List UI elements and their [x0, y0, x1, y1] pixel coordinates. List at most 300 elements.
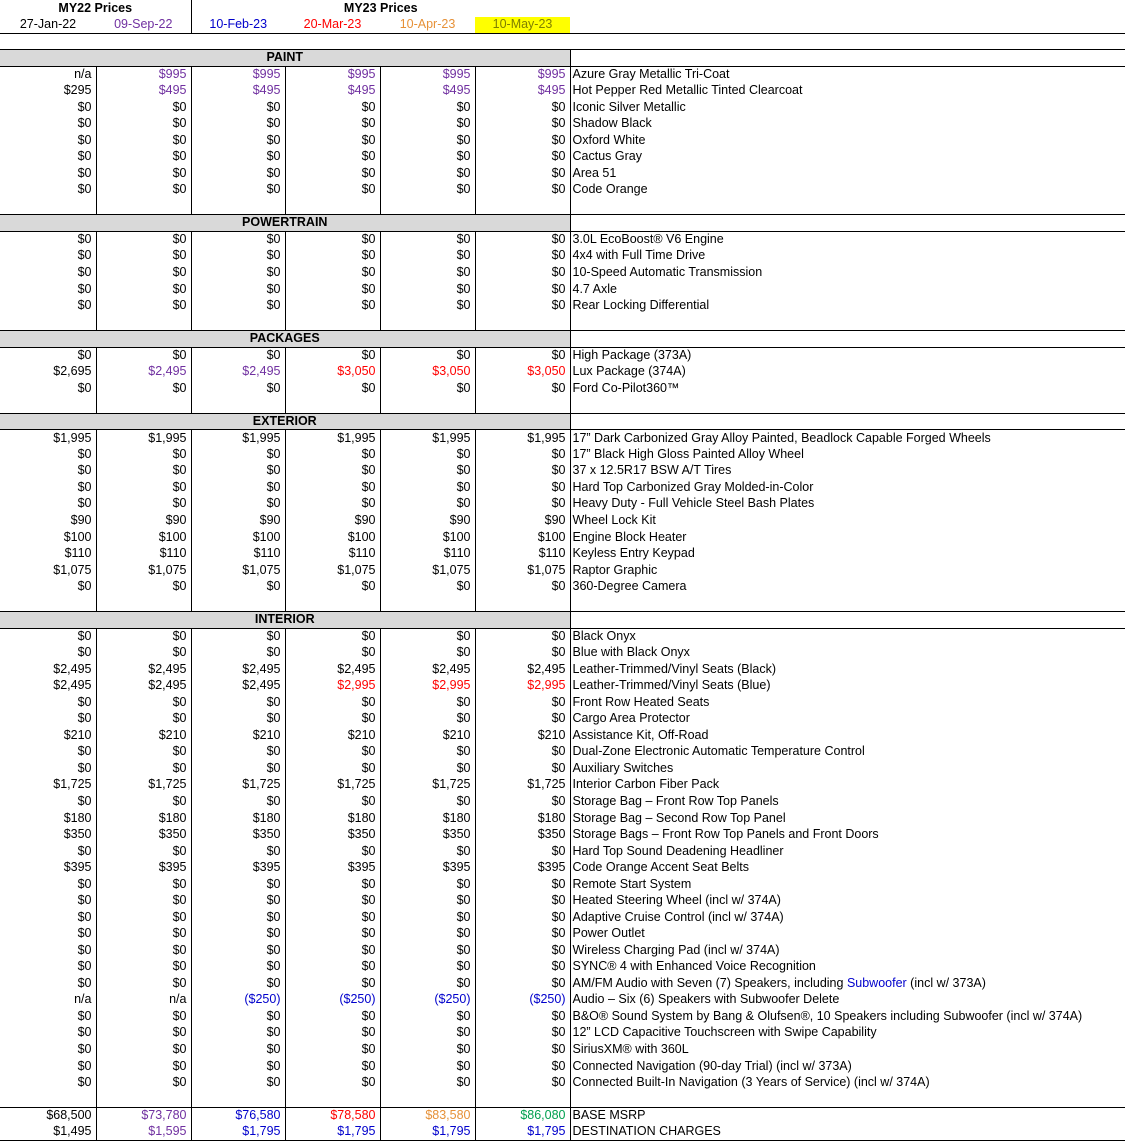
price-cell: $0 — [0, 281, 96, 298]
interior-option-row — [0, 1041, 1125, 1058]
price-cell: $0 — [380, 876, 475, 893]
powertrain-option-row — [0, 231, 1125, 248]
option-description: Code Orange — [572, 182, 648, 197]
price-cell: $995 — [475, 66, 570, 83]
price-cell: $0 — [285, 628, 380, 645]
price-cell: $0 — [96, 1058, 191, 1075]
price-cell: $0 — [96, 248, 191, 265]
price-cell: $0 — [285, 645, 380, 662]
price-cell: $0 — [380, 281, 475, 298]
packages-section-header — [0, 331, 1125, 348]
price-cell: $0 — [96, 446, 191, 463]
interior-option-row — [0, 777, 1125, 794]
price-cell: $0 — [380, 628, 475, 645]
price-cell: $0 — [191, 909, 285, 926]
exterior-option-row — [0, 463, 1125, 480]
section-spacer-row — [0, 397, 1125, 414]
price-cell: $83,580 — [380, 1108, 475, 1125]
price-cell: $0 — [0, 132, 96, 149]
section-spacer-row — [0, 1091, 1125, 1108]
price-cell: $2,495 — [96, 678, 191, 695]
option-description: Engine Block Heater — [572, 529, 687, 544]
price-cell: $0 — [191, 165, 285, 182]
price-cell: $0 — [191, 628, 285, 645]
price-cell: $0 — [475, 893, 570, 910]
price-cell: $0 — [475, 380, 570, 397]
price-cell: $0 — [475, 876, 570, 893]
price-cell: $0 — [96, 231, 191, 248]
option-description: BASE MSRP — [570, 1108, 1125, 1125]
price-cell: $0 — [380, 744, 475, 761]
price-cell: $0 — [191, 231, 285, 248]
option-description: Wireless Charging Pad (incl w/ 374A) — [572, 942, 780, 957]
price-cell: $0 — [191, 843, 285, 860]
interior-option-row — [0, 893, 1125, 910]
interior-option-row — [0, 1075, 1125, 1092]
price-cell: $0 — [191, 876, 285, 893]
subwoofer-highlight: Subwoofer — [846, 975, 907, 990]
price-cell: $0 — [380, 182, 475, 199]
price-cell: $3,050 — [285, 364, 380, 381]
price-cell: $0 — [0, 479, 96, 496]
price-cell: $0 — [96, 1008, 191, 1025]
price-cell: $0 — [0, 843, 96, 860]
price-cell: $0 — [380, 248, 475, 265]
price-cell: $0 — [285, 182, 380, 199]
price-cell: $0 — [380, 843, 475, 860]
section-spacer-row — [0, 314, 1125, 331]
price-cell: $0 — [0, 149, 96, 166]
price-cell: $0 — [475, 645, 570, 662]
price-cell: $1,725 — [475, 777, 570, 794]
price-cell: $180 — [191, 810, 285, 827]
price-cell: $0 — [96, 479, 191, 496]
option-description: Black Onyx — [572, 628, 636, 643]
price-cell: $0 — [0, 959, 96, 976]
interior-option-row — [0, 959, 1125, 976]
price-cell: $0 — [96, 132, 191, 149]
price-date-3: 10-Feb-23 — [209, 16, 268, 31]
price-cell: $0 — [96, 182, 191, 199]
price-cell: $0 — [475, 149, 570, 166]
option-description: 4.7 Axle — [572, 281, 617, 296]
price-cell: $350 — [380, 827, 475, 844]
powertrain-option-row — [0, 298, 1125, 315]
price-cell: $0 — [380, 760, 475, 777]
option-description: 360-Degree Camera — [572, 579, 687, 594]
price-cell: $0 — [475, 628, 570, 645]
paint-option-row — [0, 149, 1125, 166]
option-description: Remote Start System — [572, 876, 692, 891]
price-cell: $110 — [96, 546, 191, 563]
option-description: Storage Bags – Front Row Top Panels and Front Doors — [572, 827, 879, 842]
price-cell: $0 — [380, 645, 475, 662]
price-cell: $0 — [0, 265, 96, 282]
price-cell: $2,495 — [380, 661, 475, 678]
paint-section-header — [0, 50, 1125, 67]
interior-option-row — [0, 975, 1125, 992]
option-description: Code Orange Accent Seat Belts — [572, 860, 749, 875]
price-cell: $1,995 — [0, 430, 96, 447]
price-cell: $210 — [0, 727, 96, 744]
price-cell: $1,075 — [96, 562, 191, 579]
option-description: Keyless Entry Keypad — [572, 546, 695, 561]
interior-option-row — [0, 1008, 1125, 1025]
price-cell: $0 — [475, 182, 570, 199]
price-cell: $0 — [96, 165, 191, 182]
price-cell: $0 — [191, 694, 285, 711]
price-cell: $0 — [475, 1041, 570, 1058]
price-cell: $1,995 — [380, 430, 475, 447]
price-cell: $0 — [380, 893, 475, 910]
section-spacer-row — [0, 198, 1125, 215]
interior-option-row — [0, 727, 1125, 744]
price-cell: $0 — [0, 942, 96, 959]
price-cell: $0 — [380, 1058, 475, 1075]
price-cell: $0 — [96, 975, 191, 992]
price-cell: $1,995 — [285, 430, 380, 447]
price-cell: $110 — [0, 546, 96, 563]
price-cell: $0 — [380, 926, 475, 943]
price-cell: ($250) — [475, 992, 570, 1009]
price-cell: $0 — [285, 99, 380, 116]
option-description: 37 x 12.5R17 BSW A/T Tires — [572, 463, 732, 478]
price-cell: $2,995 — [285, 678, 380, 695]
option-description: Hard Top Sound Deadening Headliner — [572, 843, 784, 858]
price-cell: $0 — [380, 579, 475, 596]
price-cell: $0 — [475, 265, 570, 282]
price-cell: $0 — [191, 893, 285, 910]
option-description: 3.0L EcoBoost® V6 Engine — [572, 232, 724, 247]
interior-option-row — [0, 860, 1125, 877]
price-cell: $0 — [475, 744, 570, 761]
price-cell: $0 — [96, 380, 191, 397]
price-cell: $210 — [380, 727, 475, 744]
price-cell: $0 — [285, 893, 380, 910]
price-cell: $100 — [380, 529, 475, 546]
price-cell: $0 — [191, 579, 285, 596]
price-cell: ($250) — [285, 992, 380, 1009]
price-cell: $0 — [96, 694, 191, 711]
price-cell: $90 — [96, 512, 191, 529]
interior-option-row — [0, 909, 1125, 926]
price-cell: $0 — [0, 347, 96, 364]
price-cell: $0 — [380, 479, 475, 496]
section-title: PAINT — [0, 50, 570, 67]
interior-option-row — [0, 827, 1125, 844]
interior-option-row — [0, 678, 1125, 695]
price-cell: $0 — [475, 132, 570, 149]
section-title: POWERTRAIN — [0, 215, 570, 232]
price-cell: $0 — [0, 116, 96, 133]
packages-option-row — [0, 364, 1125, 381]
price-cell: $0 — [0, 711, 96, 728]
price-cell: $90 — [380, 512, 475, 529]
price-cell: $1,595 — [96, 1124, 191, 1141]
price-cell: $110 — [380, 546, 475, 563]
interior-option-row — [0, 628, 1125, 645]
price-cell: $0 — [475, 298, 570, 315]
option-description: Lux Package (374A) — [572, 364, 686, 379]
price-cell: $0 — [475, 463, 570, 480]
price-cell: $1,995 — [475, 430, 570, 447]
price-cell: $0 — [475, 711, 570, 728]
price-cell: $0 — [191, 248, 285, 265]
price-cell: $0 — [285, 760, 380, 777]
price-cell: $0 — [285, 479, 380, 496]
exterior-option-row — [0, 529, 1125, 546]
option-description: 12” LCD Capacitive Touchscreen with Swipe Capability — [572, 1025, 877, 1040]
option-description: Heavy Duty - Full Vehicle Steel Bash Plates — [572, 496, 815, 511]
paint-option-row — [0, 116, 1125, 133]
price-cell: $0 — [285, 149, 380, 166]
price-cell: $100 — [475, 529, 570, 546]
price-cell: $1,075 — [380, 562, 475, 579]
price-cell: $0 — [96, 116, 191, 133]
price-cell: $0 — [191, 744, 285, 761]
price-cell: $0 — [475, 942, 570, 959]
price-cell: $495 — [380, 83, 475, 100]
price-cell: $0 — [0, 794, 96, 811]
price-cell: $0 — [285, 1058, 380, 1075]
price-cell: $0 — [96, 843, 191, 860]
price-cell: $2,495 — [0, 678, 96, 695]
exterior-option-row — [0, 479, 1125, 496]
price-cell: $1,795 — [191, 1124, 285, 1141]
price-cell: $90 — [191, 512, 285, 529]
price-cell: $0 — [96, 760, 191, 777]
price-cell: $995 — [191, 66, 285, 83]
price-cell: $1,075 — [0, 562, 96, 579]
price-cell: $1,795 — [285, 1124, 380, 1141]
price-cell: $73,780 — [96, 1108, 191, 1125]
price-cell: $0 — [191, 1058, 285, 1075]
price-cell: $180 — [0, 810, 96, 827]
price-cell: $180 — [475, 810, 570, 827]
interior-option-row — [0, 843, 1125, 860]
price-cell: $2,495 — [475, 661, 570, 678]
price-cell: $0 — [0, 744, 96, 761]
price-cell: $0 — [380, 99, 475, 116]
price-cell: $0 — [96, 893, 191, 910]
option-description: Connected Navigation (90-day Trial) (incl w/ 373A) — [572, 1058, 852, 1073]
price-cell: $0 — [285, 496, 380, 513]
price-cell: $1,795 — [380, 1124, 475, 1141]
price-cell: $0 — [285, 298, 380, 315]
price-cell: $0 — [285, 165, 380, 182]
price-cell: $0 — [0, 975, 96, 992]
price-cell: $0 — [0, 909, 96, 926]
price-cell: $0 — [191, 1041, 285, 1058]
price-cell: $0 — [191, 959, 285, 976]
interior-option-row — [0, 992, 1125, 1009]
price-cell: $0 — [285, 1008, 380, 1025]
exterior-option-row — [0, 562, 1125, 579]
price-cell: $0 — [475, 975, 570, 992]
price-cell: $1,995 — [191, 430, 285, 447]
interior-option-row — [0, 645, 1125, 662]
interior-option-row — [0, 661, 1125, 678]
paint-option-row — [0, 165, 1125, 182]
price-cell: $0 — [0, 579, 96, 596]
price-cell: $0 — [475, 479, 570, 496]
price-cell: $395 — [475, 860, 570, 877]
exterior-option-row — [0, 496, 1125, 513]
option-description: B&O® Sound System by Bang & Olufsen®, 10 Speakers including Subwoofer (incl w/ 374A) — [572, 1008, 1083, 1023]
price-cell: $0 — [475, 1008, 570, 1025]
interior-option-row — [0, 876, 1125, 893]
price-cell: $0 — [285, 843, 380, 860]
option-description: Cargo Area Protector — [572, 711, 690, 726]
price-cell: $1,995 — [96, 430, 191, 447]
price-cell: $0 — [0, 1075, 96, 1092]
option-description: Area 51 — [572, 165, 617, 180]
price-cell: $0 — [191, 479, 285, 496]
price-cell: $350 — [0, 827, 96, 844]
price-cell: $0 — [191, 265, 285, 282]
option-description: Blue with Black Onyx — [572, 645, 690, 660]
spacer-row — [0, 33, 1125, 50]
interior-option-row — [0, 694, 1125, 711]
price-cell: $0 — [96, 347, 191, 364]
price-cell: $210 — [191, 727, 285, 744]
price-cell: $0 — [380, 694, 475, 711]
price-cell: $295 — [0, 83, 96, 100]
price-cell: $1,495 — [0, 1124, 96, 1141]
option-description: Storage Bag – Second Row Top Panel — [572, 810, 786, 825]
price-cell: $0 — [191, 182, 285, 199]
price-cell: $0 — [0, 1058, 96, 1075]
price-cell: $0 — [191, 760, 285, 777]
price-cell: $0 — [0, 496, 96, 513]
price-cell: $0 — [191, 645, 285, 662]
price-cell: $350 — [475, 827, 570, 844]
price-cell: $0 — [475, 909, 570, 926]
interior-option-row — [0, 926, 1125, 943]
interior-option-row — [0, 810, 1125, 827]
price-cell: $1,725 — [96, 777, 191, 794]
price-cell: $1,075 — [475, 562, 570, 579]
price-cell: $0 — [191, 281, 285, 298]
option-description: 17” Black High Gloss Painted Alloy Wheel — [572, 446, 804, 461]
paint-option-row — [0, 83, 1125, 100]
price-cell: $0 — [285, 463, 380, 480]
price-date-5: 10-Apr-23 — [399, 16, 456, 31]
price-cell: $0 — [475, 579, 570, 596]
price-cell: $0 — [191, 942, 285, 959]
price-cell: $495 — [475, 83, 570, 100]
option-description: Cactus Gray — [572, 149, 642, 164]
price-cell: $395 — [0, 860, 96, 877]
price-cell: $0 — [96, 1041, 191, 1058]
option-description: DESTINATION CHARGES — [570, 1124, 1125, 1141]
price-cell: $0 — [96, 463, 191, 480]
price-cell: $180 — [96, 810, 191, 827]
price-cell: $0 — [285, 231, 380, 248]
price-cell: $995 — [380, 66, 475, 83]
price-cell: $0 — [285, 116, 380, 133]
price-cell: $0 — [285, 1075, 380, 1092]
price-cell: $90 — [475, 512, 570, 529]
interior-option-row — [0, 942, 1125, 959]
option-description: Audio – Six (6) Speakers with Subwoofer Delete — [572, 992, 840, 1007]
price-cell: $0 — [285, 132, 380, 149]
price-cell: $1,075 — [191, 562, 285, 579]
interior-section-header — [0, 612, 1125, 629]
price-cell: $395 — [96, 860, 191, 877]
price-cell: $0 — [0, 760, 96, 777]
exterior-section-header — [0, 413, 1125, 430]
price-cell: $0 — [191, 1008, 285, 1025]
paint-option-row — [0, 132, 1125, 149]
price-cell: $78,580 — [285, 1108, 380, 1125]
price-cell: $0 — [380, 116, 475, 133]
price-cell: $350 — [96, 827, 191, 844]
price-cell: $0 — [380, 265, 475, 282]
packages-option-row — [0, 380, 1125, 397]
price-cell: $0 — [475, 231, 570, 248]
paint-option-row — [0, 182, 1125, 199]
price-cell: $0 — [475, 694, 570, 711]
price-cell: $0 — [380, 298, 475, 315]
price-cell: $0 — [191, 1025, 285, 1042]
price-cell: $0 — [285, 794, 380, 811]
price-cell: $0 — [96, 909, 191, 926]
price-cell: $0 — [380, 711, 475, 728]
price-cell: $0 — [0, 446, 96, 463]
price-cell: $0 — [475, 347, 570, 364]
price-cell: $90 — [285, 512, 380, 529]
option-description: Leather-Trimmed/Vinyl Seats (Blue) — [572, 678, 771, 693]
price-date-1: 27-Jan-22 — [19, 16, 77, 31]
price-cell: $0 — [191, 975, 285, 992]
interior-option-row — [0, 744, 1125, 761]
price-cell: $100 — [285, 529, 380, 546]
price-cell: $0 — [380, 347, 475, 364]
option-description: Auxiliary Switches — [572, 760, 674, 775]
option-description: Storage Bag – Front Row Top Panels — [572, 794, 779, 809]
price-cell: $0 — [96, 794, 191, 811]
my22-prices-header: MY22 Prices — [0, 0, 191, 17]
price-cell: $2,495 — [0, 661, 96, 678]
price-cell: $0 — [0, 248, 96, 265]
price-cell: $0 — [475, 959, 570, 976]
price-cell: $0 — [285, 347, 380, 364]
price-cell: $1,725 — [285, 777, 380, 794]
price-cell: $0 — [285, 281, 380, 298]
price-cell: $0 — [285, 380, 380, 397]
price-cell: $0 — [191, 149, 285, 166]
price-cell: $0 — [380, 909, 475, 926]
price-cell: $100 — [0, 529, 96, 546]
price-cell: $2,495 — [191, 364, 285, 381]
price-cell: $0 — [475, 1058, 570, 1075]
price-cell: $0 — [96, 744, 191, 761]
price-cell: $3,050 — [475, 364, 570, 381]
price-cell: $0 — [380, 446, 475, 463]
price-cell: $0 — [0, 694, 96, 711]
price-cell: $0 — [475, 99, 570, 116]
price-cell: $0 — [380, 1025, 475, 1042]
price-cell: $0 — [191, 99, 285, 116]
option-description: 4x4 with Full Time Drive — [572, 248, 706, 263]
price-cell: $210 — [285, 727, 380, 744]
price-cell: $0 — [285, 265, 380, 282]
price-cell: $0 — [0, 165, 96, 182]
price-cell: $0 — [380, 496, 475, 513]
price-cell: $0 — [380, 794, 475, 811]
price-cell: $0 — [380, 942, 475, 959]
